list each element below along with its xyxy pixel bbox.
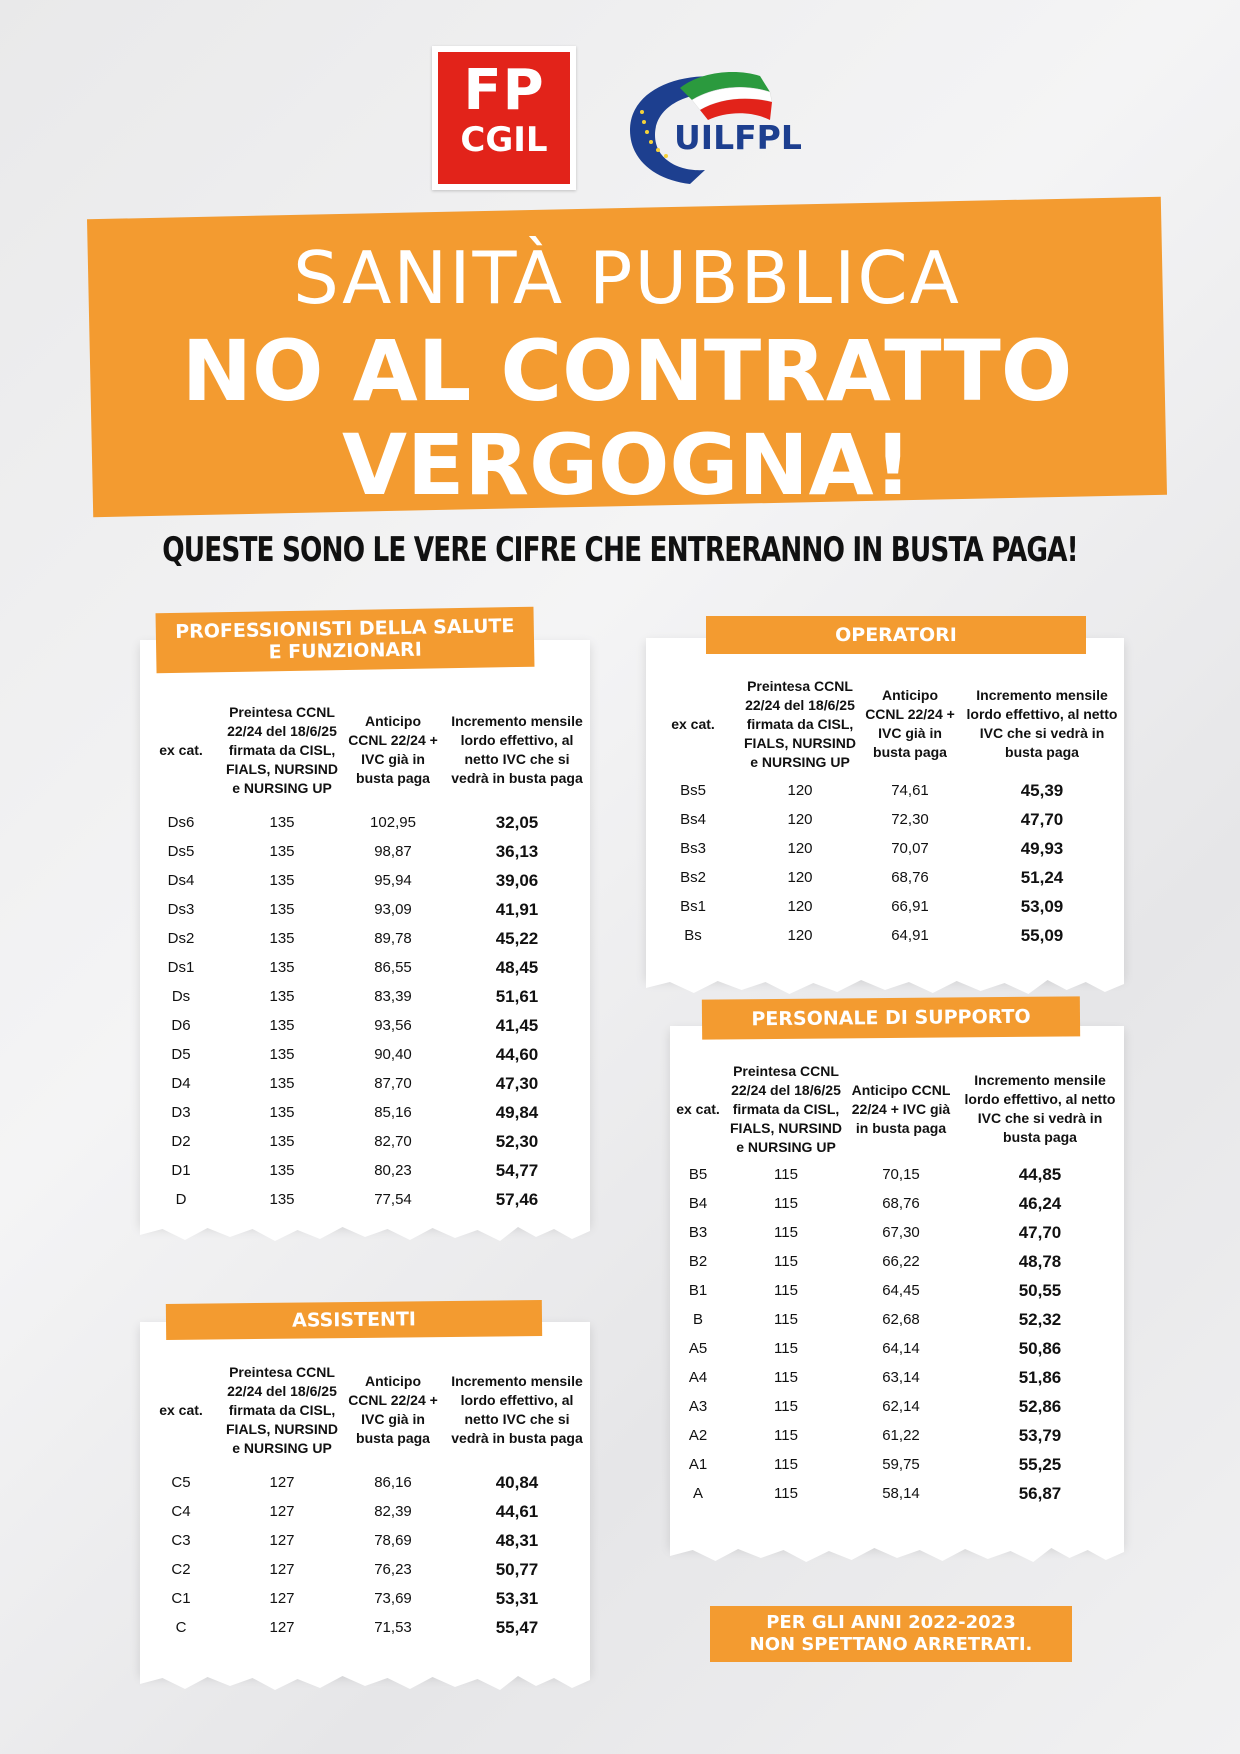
cell-anticipo: 83,39 <box>374 988 412 1005</box>
headline-line3: VERGOGNA! <box>342 416 912 514</box>
arretrati-note <box>710 1606 1072 1662</box>
table-row <box>670 1247 1124 1276</box>
cell-excat: B4 <box>688 1195 708 1212</box>
cell-preintesa: 135 <box>269 872 295 889</box>
cell-preintesa: 120 <box>787 927 813 944</box>
headline-line1: SANITÀ PUBBLICA <box>293 236 961 320</box>
cell-excat: D3 <box>171 1104 191 1121</box>
cell-anticipo: 68,76 <box>882 1195 920 1212</box>
supporto-label: PERSONALE DI SUPPORTO <box>702 996 1080 1039</box>
cell-anticipo: 89,78 <box>374 930 412 947</box>
table-row <box>670 1305 1124 1334</box>
cell-preintesa: 120 <box>787 782 813 799</box>
col-header-preintesa: Preintesa CCNL 22/24 del 18/6/25 firmata da CISL, FIALS, NURSIND e NURSING UP <box>730 1062 842 1155</box>
table-row <box>140 1069 590 1098</box>
cell-preintesa: 115 <box>774 1282 798 1299</box>
table-row <box>140 1468 590 1497</box>
cell-preintesa: 115 <box>774 1166 798 1183</box>
cell-preintesa: 127 <box>269 1619 295 1636</box>
table-row <box>140 1555 590 1584</box>
operatori-label: OPERATORI <box>706 616 1086 654</box>
col-header-preintesa: Preintesa CCNL 22/24 del 18/6/25 firmata da CISL, FIALS, NURSIND e NURSING UP <box>744 677 856 770</box>
cell-anticipo: 87,70 <box>374 1075 412 1092</box>
headline-line2: NO AL CONTRATTO <box>181 322 1073 420</box>
cell-excat: Bs4 <box>680 811 706 828</box>
cell-preintesa: 120 <box>787 869 813 886</box>
cell-excat: C <box>175 1619 187 1636</box>
professionisti-table <box>140 692 590 1214</box>
cell-incremento: 47,30 <box>495 1073 539 1093</box>
table-row <box>140 1156 590 1185</box>
cell-excat: B5 <box>688 1166 708 1183</box>
cell-preintesa: 135 <box>269 988 295 1005</box>
col-header-anticipo: Anticipo CCNL 22/24 + IVC già in busta paga <box>851 1081 951 1136</box>
table-row <box>646 834 1124 863</box>
cell-excat: B <box>692 1311 703 1328</box>
cell-anticipo: 63,14 <box>882 1369 920 1386</box>
operatori-card <box>646 638 1124 978</box>
fp-logo-line2: CGIL <box>460 120 548 160</box>
cell-anticipo: 76,23 <box>374 1561 412 1578</box>
cell-preintesa: 135 <box>269 1046 295 1063</box>
cell-excat: Ds2 <box>167 930 195 947</box>
assistenti-label: ASSISTENTI <box>166 1300 542 1340</box>
cell-preintesa: 115 <box>774 1427 798 1444</box>
cell-anticipo: 80,23 <box>374 1162 412 1179</box>
table-row <box>140 837 590 866</box>
cell-preintesa: 115 <box>774 1369 798 1386</box>
supporto-card <box>670 1026 1124 1546</box>
cell-preintesa: 127 <box>269 1561 295 1578</box>
cell-excat: A5 <box>688 1340 708 1357</box>
col-header-excat: ex cat. <box>671 715 715 732</box>
professionisti-card <box>140 640 590 1225</box>
cell-incremento: 36,13 <box>495 841 539 861</box>
table-row <box>670 1363 1124 1392</box>
cell-incremento: 48,78 <box>1018 1251 1062 1271</box>
cell-excat: Bs <box>684 927 702 944</box>
cell-anticipo: 68,76 <box>891 869 929 886</box>
table-row <box>140 1497 590 1526</box>
cell-anticipo: 66,22 <box>882 1253 920 1270</box>
cell-excat: Ds1 <box>167 959 195 976</box>
cell-anticipo: 66,91 <box>891 898 929 915</box>
cell-incremento: 54,77 <box>495 1160 539 1180</box>
table-row <box>140 1613 590 1642</box>
table-row <box>646 892 1124 921</box>
table-row <box>140 1011 590 1040</box>
table-header-row <box>140 1352 590 1468</box>
cell-incremento: 39,06 <box>495 870 539 890</box>
cell-anticipo: 73,69 <box>374 1590 412 1607</box>
cell-anticipo: 64,45 <box>882 1282 920 1299</box>
cell-incremento: 52,32 <box>1018 1309 1062 1329</box>
table-row <box>670 1218 1124 1247</box>
cell-preintesa: 120 <box>787 840 813 857</box>
cell-anticipo: 62,14 <box>882 1398 920 1415</box>
cell-incremento: 55,09 <box>1020 925 1064 945</box>
col-header-incremento: Incremento mensile lordo effettivo, al netto IVC che si vedrà in busta paga <box>451 713 583 786</box>
cell-incremento: 53,79 <box>1018 1425 1062 1445</box>
cell-preintesa: 115 <box>774 1195 798 1212</box>
cell-incremento: 44,61 <box>495 1501 539 1521</box>
cell-incremento: 46,24 <box>1018 1193 1062 1213</box>
assistenti-card <box>140 1322 590 1674</box>
cell-excat: C2 <box>171 1561 191 1578</box>
cell-preintesa: 135 <box>269 901 295 918</box>
cell-preintesa: 115 <box>774 1485 798 1502</box>
cell-incremento: 45,22 <box>495 928 539 948</box>
cell-incremento: 50,86 <box>1018 1338 1062 1358</box>
table-row <box>140 953 590 982</box>
cell-preintesa: 115 <box>774 1340 798 1357</box>
cell-excat: B3 <box>688 1224 708 1241</box>
cell-excat: A <box>692 1485 703 1502</box>
table-row <box>140 866 590 895</box>
cell-preintesa: 115 <box>774 1398 798 1415</box>
professionisti-label <box>156 607 535 674</box>
table-row <box>140 895 590 924</box>
cell-preintesa: 120 <box>787 898 813 915</box>
cell-incremento: 51,86 <box>1018 1367 1062 1387</box>
cell-preintesa: 127 <box>269 1590 295 1607</box>
table-row <box>140 924 590 953</box>
cell-incremento: 50,77 <box>495 1559 539 1579</box>
cell-anticipo: 90,40 <box>374 1046 412 1063</box>
fp-cgil-logo <box>432 46 576 190</box>
col-header-anticipo: Anticipo CCNL 22/24 + IVC già in busta paga <box>865 687 955 760</box>
cell-preintesa: 115 <box>774 1456 798 1473</box>
cell-anticipo: 74,61 <box>891 782 929 799</box>
cell-incremento: 53,31 <box>495 1588 539 1608</box>
cell-preintesa: 135 <box>269 1133 295 1150</box>
cell-incremento: 49,93 <box>1020 838 1064 858</box>
cell-anticipo: 98,87 <box>374 843 412 860</box>
cell-anticipo: 93,09 <box>374 901 412 918</box>
cell-preintesa: 135 <box>269 1017 295 1034</box>
table-row <box>140 1584 590 1613</box>
table-row <box>646 776 1124 805</box>
table-row <box>670 1189 1124 1218</box>
cell-anticipo: 93,56 <box>374 1017 412 1034</box>
note-line2: NON SPETTANO ARRETRATI. <box>749 1634 1033 1655</box>
cell-anticipo: 82,39 <box>374 1503 412 1520</box>
cell-anticipo: 70,15 <box>882 1166 920 1183</box>
table-row <box>140 1526 590 1555</box>
table-header-row <box>140 692 590 808</box>
note-line1: PER GLI ANNI 2022-2023 <box>766 1612 1016 1633</box>
cell-incremento: 40,84 <box>495 1472 539 1492</box>
cell-anticipo: 102,95 <box>370 814 416 831</box>
cell-excat: A3 <box>688 1398 708 1415</box>
assistenti-table <box>140 1352 590 1642</box>
cell-excat: A1 <box>688 1456 708 1473</box>
cell-incremento: 41,91 <box>495 899 539 919</box>
cell-incremento: 51,24 <box>1020 867 1064 887</box>
cell-anticipo: 72,30 <box>891 811 929 828</box>
col-header-incremento: Incremento mensile lordo effettivo, al netto IVC che si vedrà in busta paga <box>966 687 1118 760</box>
cell-excat: D <box>175 1191 187 1208</box>
cell-anticipo: 64,91 <box>891 927 929 944</box>
cell-preintesa: 127 <box>269 1532 295 1549</box>
col-header-preintesa: Preintesa CCNL 22/24 del 18/6/25 firmata da CISL, FIALS, NURSIND e NURSING UP <box>226 1363 338 1456</box>
cell-anticipo: 82,70 <box>374 1133 412 1150</box>
cell-excat: D2 <box>171 1133 191 1150</box>
table-row <box>140 1040 590 1069</box>
col-header-incremento: Incremento mensile lordo effettivo, al netto IVC che si vedrà in busta paga <box>964 1072 1116 1145</box>
cell-excat: Bs5 <box>680 782 706 799</box>
cell-excat: B2 <box>688 1253 708 1270</box>
cell-incremento: 32,05 <box>495 812 539 832</box>
cell-excat: A2 <box>688 1427 708 1444</box>
cell-incremento: 55,47 <box>495 1617 539 1637</box>
cell-anticipo: 77,54 <box>374 1191 412 1208</box>
cell-excat: B1 <box>688 1282 708 1299</box>
col-header-excat: ex cat. <box>676 1100 720 1117</box>
operatori-table <box>646 672 1124 950</box>
table-row <box>140 808 590 837</box>
col-header-incremento: Incremento mensile lordo effettivo, al netto IVC che si vedrà in busta paga <box>451 1373 583 1446</box>
cell-anticipo: 95,94 <box>374 872 412 889</box>
cell-incremento: 56,87 <box>1018 1483 1062 1503</box>
cell-preintesa: 115 <box>774 1253 798 1270</box>
table-row <box>140 1098 590 1127</box>
cell-anticipo: 59,75 <box>882 1456 920 1473</box>
cell-excat: Bs1 <box>680 898 706 915</box>
cell-preintesa: 135 <box>269 843 295 860</box>
table-row <box>646 863 1124 892</box>
cell-incremento: 44,85 <box>1018 1164 1062 1184</box>
cell-excat: Ds3 <box>167 901 195 918</box>
cell-incremento: 50,55 <box>1018 1280 1062 1300</box>
page-subtitle: QUESTE SONO LE VERE CIFRE CHE ENTRERANNO IN BUSTA PAGA! <box>162 530 1078 570</box>
supporto-table <box>670 1058 1124 1508</box>
fp-logo-line1: FP <box>463 58 545 123</box>
cell-anticipo: 86,55 <box>374 959 412 976</box>
table-row <box>140 982 590 1011</box>
col-header-anticipo: Anticipo CCNL 22/24 + IVC già in busta paga <box>348 713 438 786</box>
cell-preintesa: 135 <box>269 814 295 831</box>
cell-excat: C5 <box>171 1474 191 1491</box>
cell-anticipo: 78,69 <box>374 1532 412 1549</box>
table-row <box>670 1160 1124 1189</box>
table-row <box>140 1185 590 1214</box>
cell-excat: Ds <box>171 988 191 1005</box>
cell-incremento: 57,46 <box>495 1189 539 1209</box>
table-row <box>670 1479 1124 1508</box>
cell-incremento: 44,60 <box>495 1044 539 1064</box>
cell-excat: Ds6 <box>167 814 195 831</box>
cell-anticipo: 67,30 <box>882 1224 920 1241</box>
uilfpl-logo <box>620 60 820 190</box>
cell-anticipo: 62,68 <box>882 1311 920 1328</box>
cell-excat: Ds4 <box>167 872 195 889</box>
cell-excat: C3 <box>171 1532 191 1549</box>
cell-incremento: 52,86 <box>1018 1396 1062 1416</box>
cell-excat: C4 <box>171 1503 191 1520</box>
cell-excat: Bs3 <box>680 840 706 857</box>
cell-incremento: 47,70 <box>1018 1222 1062 1242</box>
cell-incremento: 48,31 <box>495 1530 539 1550</box>
cell-excat: C1 <box>171 1590 191 1607</box>
cell-anticipo: 58,14 <box>882 1485 920 1502</box>
cell-anticipo: 85,16 <box>374 1104 412 1121</box>
cell-incremento: 48,45 <box>495 957 539 977</box>
cell-preintesa: 135 <box>269 1191 295 1208</box>
cell-incremento: 53,09 <box>1020 896 1064 916</box>
cell-anticipo: 64,14 <box>882 1340 920 1357</box>
table-row <box>670 1450 1124 1479</box>
cell-excat: D1 <box>171 1162 191 1179</box>
cell-preintesa: 115 <box>774 1311 798 1328</box>
cell-incremento: 47,70 <box>1020 809 1064 829</box>
cell-preintesa: 135 <box>269 930 295 947</box>
cell-preintesa: 120 <box>787 811 813 828</box>
table-row <box>646 921 1124 950</box>
uilfpl-logo-text: UILFPL <box>674 118 802 157</box>
cell-preintesa: 135 <box>269 959 295 976</box>
col-header-excat: ex cat. <box>159 1401 203 1418</box>
cell-anticipo: 61,22 <box>882 1427 920 1444</box>
cell-anticipo: 70,07 <box>891 840 929 857</box>
cell-incremento: 51,61 <box>495 986 539 1006</box>
cell-excat: D6 <box>171 1017 191 1034</box>
cell-anticipo: 86,16 <box>374 1474 412 1491</box>
cell-excat: A4 <box>688 1369 708 1386</box>
professionisti-label-line1: PROFESSIONISTI DELLA SALUTE <box>175 615 515 643</box>
cell-preintesa: 135 <box>269 1104 295 1121</box>
cell-incremento: 49,84 <box>495 1102 539 1122</box>
cell-anticipo: 71,53 <box>374 1619 412 1636</box>
cell-excat: Ds5 <box>167 843 195 860</box>
cell-preintesa: 127 <box>269 1474 295 1491</box>
table-header-row <box>646 672 1124 776</box>
table-row <box>670 1276 1124 1305</box>
col-header-anticipo: Anticipo CCNL 22/24 + IVC già in busta paga <box>348 1373 438 1446</box>
cell-preintesa: 135 <box>269 1162 295 1179</box>
table-row <box>670 1421 1124 1450</box>
table-row <box>140 1127 590 1156</box>
headline-banner <box>90 230 1164 512</box>
col-header-preintesa: Preintesa CCNL 22/24 del 18/6/25 firmata da CISL, FIALS, NURSIND e NURSING UP <box>226 703 338 796</box>
cell-preintesa: 135 <box>269 1075 295 1092</box>
cell-incremento: 45,39 <box>1020 780 1064 800</box>
cell-excat: Bs2 <box>680 869 706 886</box>
table-row <box>670 1334 1124 1363</box>
logo-bar <box>0 46 1240 196</box>
col-header-excat: ex cat. <box>159 741 203 758</box>
cell-incremento: 55,25 <box>1018 1454 1062 1474</box>
table-header-row <box>670 1058 1124 1160</box>
professionisti-label-line2: E FUNZIONARI <box>268 638 422 664</box>
cell-preintesa: 115 <box>774 1224 798 1241</box>
cell-excat: D4 <box>171 1075 191 1092</box>
cell-excat: D5 <box>171 1046 191 1063</box>
table-row <box>646 805 1124 834</box>
cell-incremento: 41,45 <box>495 1015 539 1035</box>
cell-preintesa: 127 <box>269 1503 295 1520</box>
cell-incremento: 52,30 <box>495 1131 539 1151</box>
table-row <box>670 1392 1124 1421</box>
